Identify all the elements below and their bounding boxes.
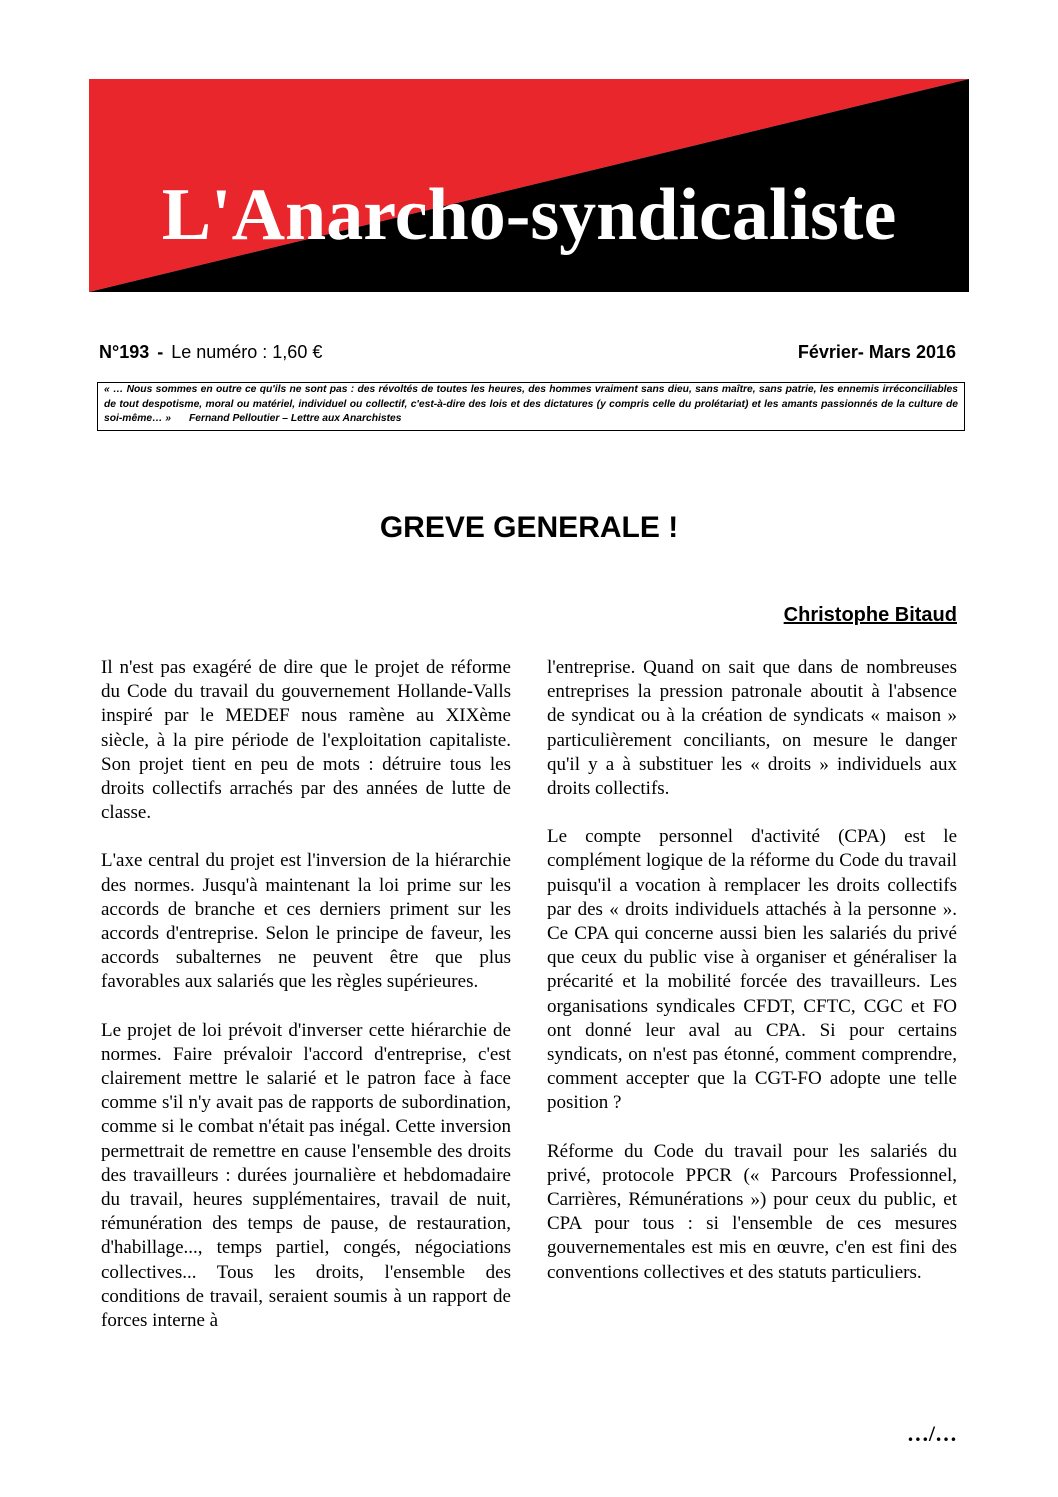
article-paragraph: Réforme du Code du travail pour les salariés du privé, protocole PPCR (« Parcours Professionnel, Carrières, Rémunérations ») pour ceux du public, et CPA pour tous : si l'ensemble de ces mesures gouvernementales est mis en œuvre, c'en est fini des conventions collectives et des statuts particuliers. [547, 1140, 957, 1283]
epigraph-author: Fernand Pelloutier – Lettre aux Anarchistes [188, 413, 402, 424]
article-headline: GREVE GENERALE ! [379, 511, 679, 544]
article-paragraph: Le projet de loi prévoit d'inverser cette hiérarchie de normes. Faire prévaloir l'accord d'entreprise, c'est clairement mettre le salarié et le patron face à face comme s'il n'y avait pas de rapports de subordination, comme si le combat n'était pas inégal. Cette inversion permettrait de remettre en cause l'ensemble des droits des travailleurs : durées journalière et hebdomadaire du travail, heures supplémentaires, travail de nuit, rémunération des temps de pause, de restauration, d'habillage..., temps partiel, congés, négociations collectives... Tous les droits, l'ensemble des conditions de travail, seraient soumis à un rapport de forces interne à [101, 1019, 511, 1332]
epigraph-quote: « … Nous sommes en outre ce qu'ils ne sont pas : des révoltés de toutes les heures, des hommes vraiment sans dieu, sans maître, sans patrie, les ennemis irréconciliables de tout despotisme, moral ou matériel, individuel ou collectif, c'est-à-dire des lois et des dictatures (y compris celle du prolétariat) et les amants passionnés de la culture de soi-même… » [104, 384, 958, 424]
issue-number-price [99, 339, 322, 365]
issue-info-line [99, 339, 956, 365]
issue-separator: - [157, 342, 164, 362]
article-column-left [101, 656, 511, 1357]
article-paragraph: L'axe central du projet est l'inversion de la hiérarchie des normes. Jusqu'à maintenant la loi prime sur les accords de branche et ces derniers priment sur les accords d'entreprise. Selon le principe de faveur, les accords subalternes ne peuvent être que plus favorables aux salariés que les règles supérieures. [101, 850, 511, 993]
masthead-banner [89, 79, 969, 292]
masthead-title: L'Anarcho-syndicaliste [161, 174, 897, 256]
issue-price: Le numéro : 1,60 € [171, 342, 323, 362]
continued-marker: …/… [906, 1421, 957, 1446]
article-paragraph: l'entreprise. Quand on sait que dans de nombreuses entreprises la pression patronale aboutit à l'absence de syndicat ou à la création de syndicats « maison » particulièrement conciliants, on mesure le danger qu'il y a à substituer les « droits » individuels aux droits collectifs. [547, 657, 957, 800]
issue-number: N°193 [99, 342, 150, 362]
article-paragraph: Le compte personnel d'activité (CPA) est le complément logique de la réforme du Code du travail puisqu'il a vocation à remplacer les droits collectifs par des « droits individuels attachés à la personne ». Ce CPA qui concerne aussi bien les salariés du privé que ceux du public vise à organiser et généraliser la précarité et la mobilité forcée des travailleurs. Les organisations syndicales CFDT, CFTC, CGC et FO ont donné leur aval au CPA. Si pour certains syndicats, on n'est pas étonné, comment comprendre, comment accepter que la CGT-FO adopte une telle position ? [547, 826, 957, 1114]
article-paragraph: Il n'est pas exagéré de dire que le projet de réforme du Code du travail du gouvernement Hollande-Valls inspiré par le MEDEF nous ramène au XIXème siècle, à la pire période de l'exploitation capitaliste. Son projet tient en peu de mots : détruire tous les droits collectifs arrachés par des années de lutte de classe. [101, 657, 511, 824]
issue-date: Février- Mars 2016 [797, 342, 956, 362]
epigraph-box [97, 382, 965, 431]
article-byline: Christophe Bitaud [783, 604, 957, 626]
article-column-right [547, 656, 957, 1309]
